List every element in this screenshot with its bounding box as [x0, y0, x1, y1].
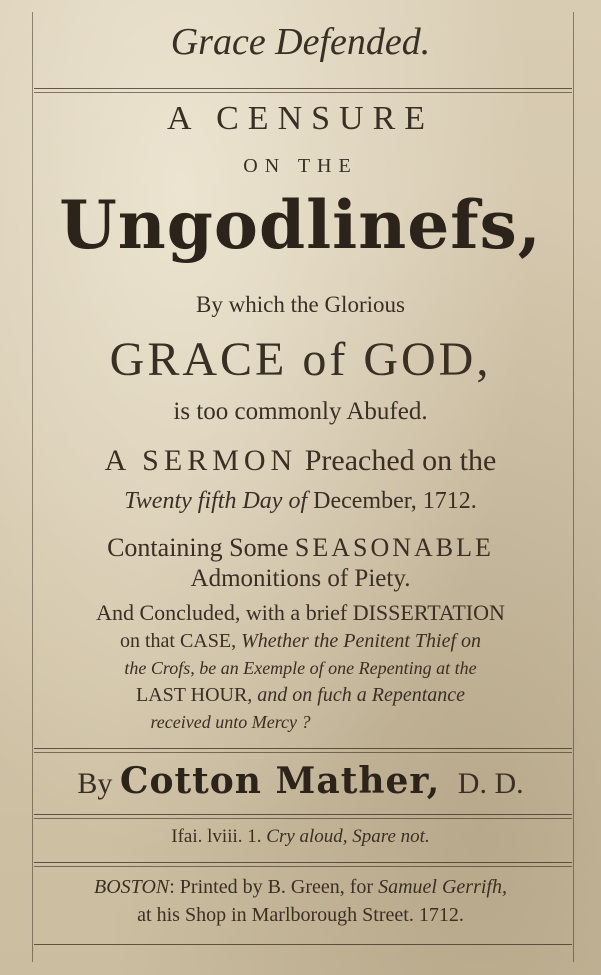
last-hour-italic: and on fuch a Repentance — [252, 684, 466, 706]
line-sermon — [0, 444, 601, 478]
line-by-which: By which the Glorious — [196, 292, 405, 317]
case-roman: on that CASE, — [119, 630, 242, 652]
rule-bottom — [34, 944, 572, 945]
line-date — [0, 488, 601, 515]
last-hour-roman: LAST HOUR, — [135, 684, 253, 706]
line-mercy: received unto Mercy ? — [150, 712, 311, 732]
line-ungodliness: Ungodlinefs, — [59, 186, 542, 264]
rule-top — [34, 88, 572, 93]
author-degree: D. D. — [457, 767, 524, 800]
line-cross: the Crofs, be an Exemple of one Repenting at the — [124, 658, 477, 678]
sermon-rest: Preached on the — [297, 444, 497, 477]
date-italic: Twenty fifth Day of — [124, 488, 308, 514]
rule-scripture-top — [34, 814, 572, 819]
line-admonitions: Admonitions of Piety. — [190, 565, 411, 592]
line-concluded — [0, 600, 601, 626]
rule-imprint-top — [34, 862, 572, 867]
sermon-caps: A SERMON — [104, 444, 298, 477]
imprint-bookseller: Samuel Gerrifh, — [373, 876, 507, 898]
author-by: By — [77, 767, 113, 800]
line-case — [0, 630, 601, 653]
running-title: Grace Defended. — [170, 21, 431, 63]
case-italic: Whether the Penitent Thief on — [241, 630, 482, 652]
scripture-ref: Ifai. lviii. 1. — [171, 826, 262, 847]
line-author — [0, 760, 601, 802]
line-scripture — [0, 826, 601, 848]
line-last-hour — [0, 684, 601, 707]
concluded-caps: DISSERTATION — [352, 600, 505, 625]
line-containing — [0, 533, 601, 563]
line-imprint-2: at his Shop in Marlborough Street. 1712. — [137, 904, 464, 926]
date-roman: December, 1712. — [307, 488, 477, 514]
containing-prefix: Containing Some — [107, 533, 295, 562]
line-grace-of-god: GRACE of GOD, — [109, 333, 492, 386]
line-imprint-1 — [0, 876, 601, 899]
rule-author-top — [34, 748, 572, 753]
line-on-the: ON THE — [243, 155, 358, 177]
containing-caps: SEASONABLE — [294, 533, 494, 562]
scripture-quote: Cry aloud, Spare not. — [261, 826, 430, 847]
concluded-prefix: And Concluded, with a brief — [96, 600, 353, 625]
imprint-city: BOSTON — [94, 876, 170, 898]
author-name: Cotton Mather, — [119, 760, 441, 802]
imprint-printer: : Printed by B. Green, for — [169, 876, 374, 898]
line-censure: A CENSURE — [166, 100, 435, 137]
line-abused: is too commonly Abufed. — [173, 398, 428, 425]
